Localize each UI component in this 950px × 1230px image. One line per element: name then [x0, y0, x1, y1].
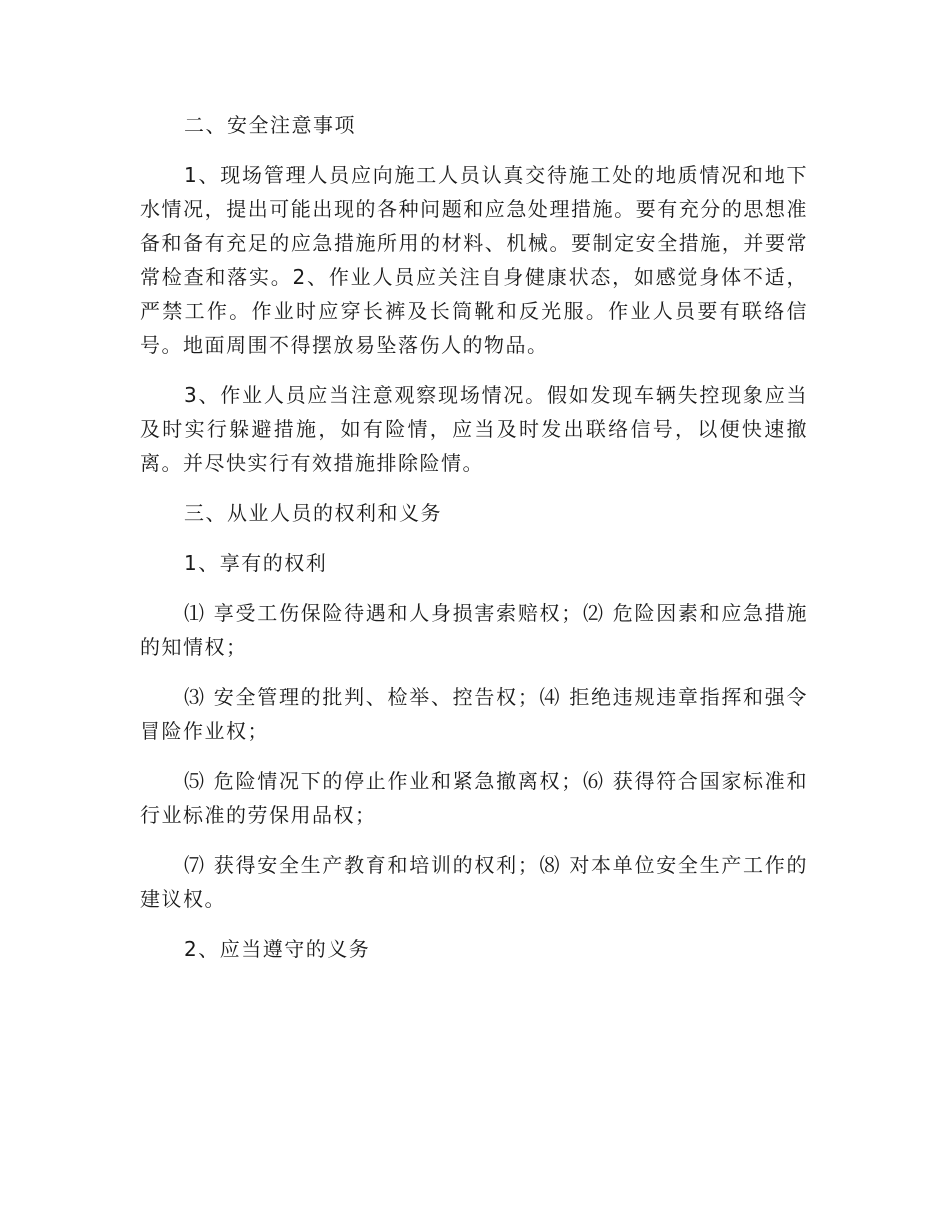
section-heading-rights-duties: 三、从业人员的权利和义务 — [184, 501, 442, 525]
subheading-duties: 2、应当遵守的义务 — [184, 937, 371, 961]
paragraph-rights-1-2: ⑴ 享受工伤保险待遇和人身损害索赔权；⑵ 危险因素和应急措施的知情权； — [140, 601, 808, 659]
paragraph-safety-1-2: 1、现场管理人员应向施工人员认真交待施工处的地质情况和地下水情况，提出可能出现的各种问题和应急处理措施。要有充分的思想准备和备有充足的应急措施所用的材料、机械。要制定安全措施，并要常常检查和落实。2、作业人员应关注自身健康状态，如感觉身体不适，严禁工作。作业时应穿长裤及长筒靴和反光服。作业人员要有联络信号。地面周围不得摆放易坠落伤人的物品。 — [140, 163, 808, 357]
paragraph-rights-3-4: ⑶ 安全管理的批判、检举、控告权；⑷ 拒绝违规违章指挥和强令冒险作业权； — [140, 685, 808, 743]
subheading-rights: 1、享有的权利 — [184, 551, 328, 575]
section-heading-safety-notes: 二、安全注意事项 — [184, 113, 356, 137]
paragraph-safety-3: 3、作业人员应当注意观察现场情况。假如发现车辆失控现象应当及时实行躲避措施，如有险情，应当及时发出联络信号，以便快速撤离。并尽快实行有效措施排除险情。 — [140, 383, 808, 475]
document-body — [140, 108, 808, 966]
paragraph-rights-5-6: ⑸ 危险情况下的停止作业和紧急撤离权；⑹ 获得符合国家标准和行业标准的劳保用品权； — [140, 769, 808, 827]
paragraph-rights-7-8: ⑺ 获得安全生产教育和培训的权利；⑻ 对本单位安全生产工作的建议权。 — [140, 853, 808, 911]
